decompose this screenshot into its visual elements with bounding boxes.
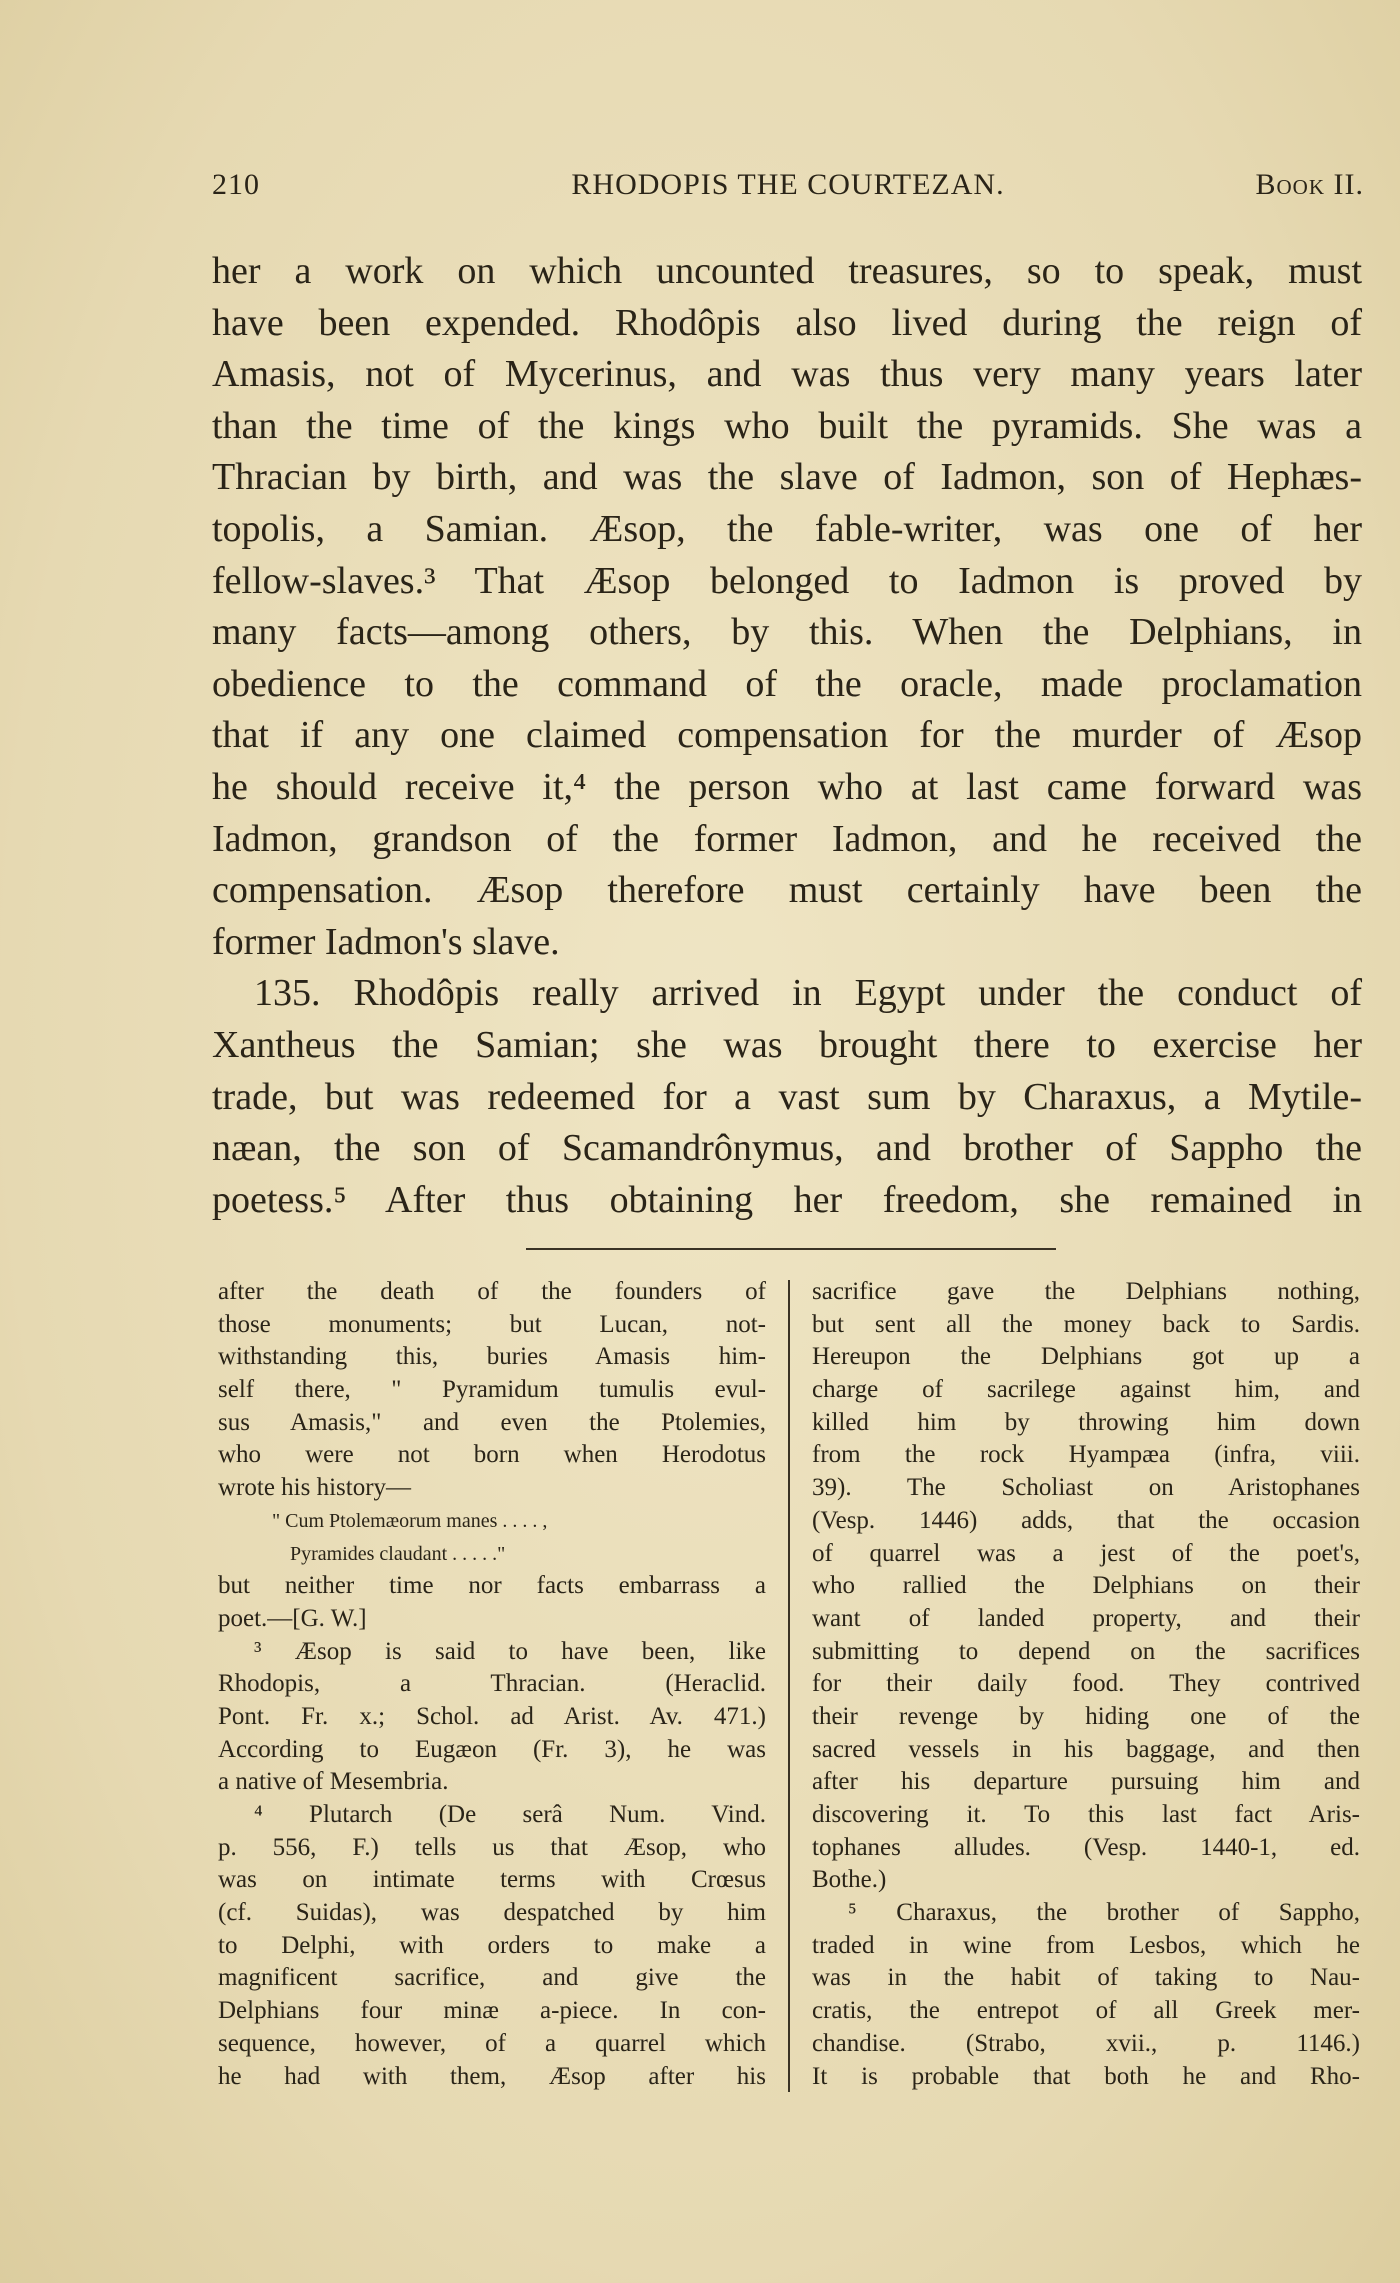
main-line: poetess.⁵ After thus obtaining her freedom, she remained in (212, 1178, 1362, 1221)
main-line: Thracian by birth, and was the slave of Iadmon, son of Hephæs- (212, 456, 1362, 499)
footnote-line: chandise. (Strabo, xvii., p. 1146.) (812, 2029, 1360, 2057)
footnote-line: sus Amasis," and even the Ptolemies, (218, 1408, 766, 1436)
footnote-line: traded in wine from Lesbos, which he (812, 1931, 1360, 1959)
running-title: RHODOPIS THE COURTEZAN. (571, 168, 1005, 201)
footnote-line: cratis, the entrepot of all Greek mer- (812, 1997, 1360, 2025)
footnote-line: ³ Æsop is said to have been, like (254, 1637, 766, 1665)
footnote-line: was in the habit of taking to Nau- (812, 1964, 1360, 1992)
footnote-line: wrote his history— (218, 1474, 412, 1502)
footnote-line: Bothe.) (812, 1866, 887, 1894)
footnote-line: Pont. Fr. x.; Schol. ad Arist. Av. 471.) (218, 1702, 766, 1730)
main-line: Iadmon, grandson of the former Iadmon, and he received the (212, 817, 1362, 860)
column-divider (788, 1280, 790, 2092)
main-text (212, 246, 1362, 1226)
main-line: have been expended. Rhodôpis also lived during the reign of (212, 301, 1362, 344)
footnote-line: but neither time nor facts embarrass a (218, 1572, 766, 1600)
footnote-line: was on intimate terms with Crœsus (218, 1866, 766, 1894)
footnote-line: want of landed property, and their (812, 1604, 1360, 1632)
main-line: næan, the son of Scamandrônymus, and brother of Sappho the (212, 1127, 1362, 1170)
footnote-line: 39). The Scholiast on Aristophanes (812, 1474, 1360, 1502)
footnote-quote-line: " Cum Ptolemæorum manes . . . . , (272, 1509, 548, 1532)
footnote-line: to Delphi, with orders to make a (218, 1931, 766, 1959)
main-line: fellow-slaves.³ That Æsop belonged to Iadmon is proved by (212, 559, 1362, 602)
page-number: 210 (212, 168, 260, 201)
footnote-line: p. 556, F.) tells us that Æsop, who (218, 1833, 766, 1861)
footnote-line: a native of Mesembria. (218, 1768, 449, 1796)
footnote-line: self there, " Pyramidum tumulis evul- (218, 1376, 766, 1404)
footnote-line: who rallied the Delphians on their (812, 1572, 1360, 1600)
footnote-line: after his departure pursuing him and (812, 1768, 1360, 1796)
footnote-line: he had with them, Æsop after his (218, 2062, 766, 2090)
footnote-line: for their daily food. They contrived (812, 1670, 1360, 1698)
main-line: topolis, a Samian. Æsop, the fable-writer, was one of her (212, 507, 1362, 550)
main-line: former Iadmon's slave. (212, 920, 560, 963)
footnote-line: who were not born when Herodotus (218, 1441, 766, 1469)
footnote-line: withstanding this, buries Amasis him- (218, 1343, 766, 1371)
main-line: obedience to the command of the oracle, made proclamation (212, 662, 1362, 705)
main-line: that if any one claimed compensation for the murder of Æsop (212, 714, 1362, 757)
footnote-line: sequence, however, of a quarrel which (218, 2029, 766, 2057)
footnote-line: ⁴ Plutarch (De serâ Num. Vind. (254, 1801, 766, 1828)
footnote-line: According to Eugæon (Fr. 3), he was (218, 1735, 766, 1763)
main-line: he should receive it,⁴ the person who at last came forward was (212, 765, 1362, 808)
running-header (212, 168, 1364, 208)
footnote-line: after the death of the founders of (218, 1278, 766, 1305)
main-line: than the time of the kings who built the pyramids. She was a (212, 404, 1362, 447)
footnote-line: submitting to depend on the sacrifices (812, 1637, 1360, 1665)
footnote-line: from the rock Hyampæa (infra, viii. (812, 1441, 1360, 1469)
footnote-line: sacred vessels in his baggage, and then (812, 1735, 1360, 1763)
footnote-line: of quarrel was a jest of the poet's, (812, 1539, 1360, 1567)
footnote-line: tophanes alludes. (Vesp. 1440-1, ed. (812, 1833, 1360, 1861)
main-line: many facts—among others, by this. When the Delphians, in (212, 611, 1362, 654)
footnote-separator (526, 1248, 1056, 1250)
footnote-line: charge of sacrilege against him, and (812, 1376, 1360, 1404)
footnote-line: killed him by throwing him down (812, 1408, 1360, 1436)
footnote-line: but sent all the money back to Sardis. (812, 1310, 1360, 1338)
footnote-line: sacrifice gave the Delphians nothing, (812, 1278, 1360, 1305)
footnote-line: discovering it. To this last fact Aris- (812, 1801, 1360, 1828)
main-line: Amasis, not of Mycerinus, and was thus very many years later (212, 353, 1362, 396)
footnote-line: (Vesp. 1446) adds, that the occasion (812, 1506, 1360, 1534)
main-line: Xantheus the Samian; she was brought there to exercise her (212, 1023, 1362, 1066)
footnote-line: magnificent sacrifice, and give the (218, 1964, 766, 1992)
main-line: her a work on which uncounted treasures, so to speak, must (212, 250, 1362, 292)
footnote-line: It is probable that both he and Rho- (812, 2062, 1360, 2090)
footnote-line: ⁵ Charaxus, the brother of Sappho, (848, 1899, 1360, 1927)
book-label: Book II. (1255, 168, 1364, 201)
footnote-line: Hereupon the Delphians got up a (812, 1343, 1360, 1371)
footnote-line: poet.—[G. W.] (218, 1604, 367, 1632)
main-line: 135. Rhodôpis really arrived in Egypt under the conduct of (254, 972, 1362, 1015)
footnote-line: Delphians four minæ a-piece. In con- (218, 1997, 766, 2025)
footnote-line: their revenge by hiding one of the (812, 1702, 1360, 1730)
footnote-line: those monuments; but Lucan, not- (218, 1310, 766, 1338)
main-line: compensation. Æsop therefore must certainly have been the (212, 869, 1362, 912)
main-line: trade, but was redeemed for a vast sum by Charaxus, a Mytile- (212, 1075, 1362, 1118)
footnote-line: Rhodopis, a Thracian. (Heraclid. (218, 1670, 766, 1698)
footnote-line: (cf. Suidas), was despatched by him (218, 1899, 766, 1927)
footnotes-right-column (812, 1276, 1360, 2093)
footnotes-left-column (218, 1276, 766, 2093)
footnote-quote-line: Pyramides claudant . . . . ." (290, 1542, 506, 1565)
